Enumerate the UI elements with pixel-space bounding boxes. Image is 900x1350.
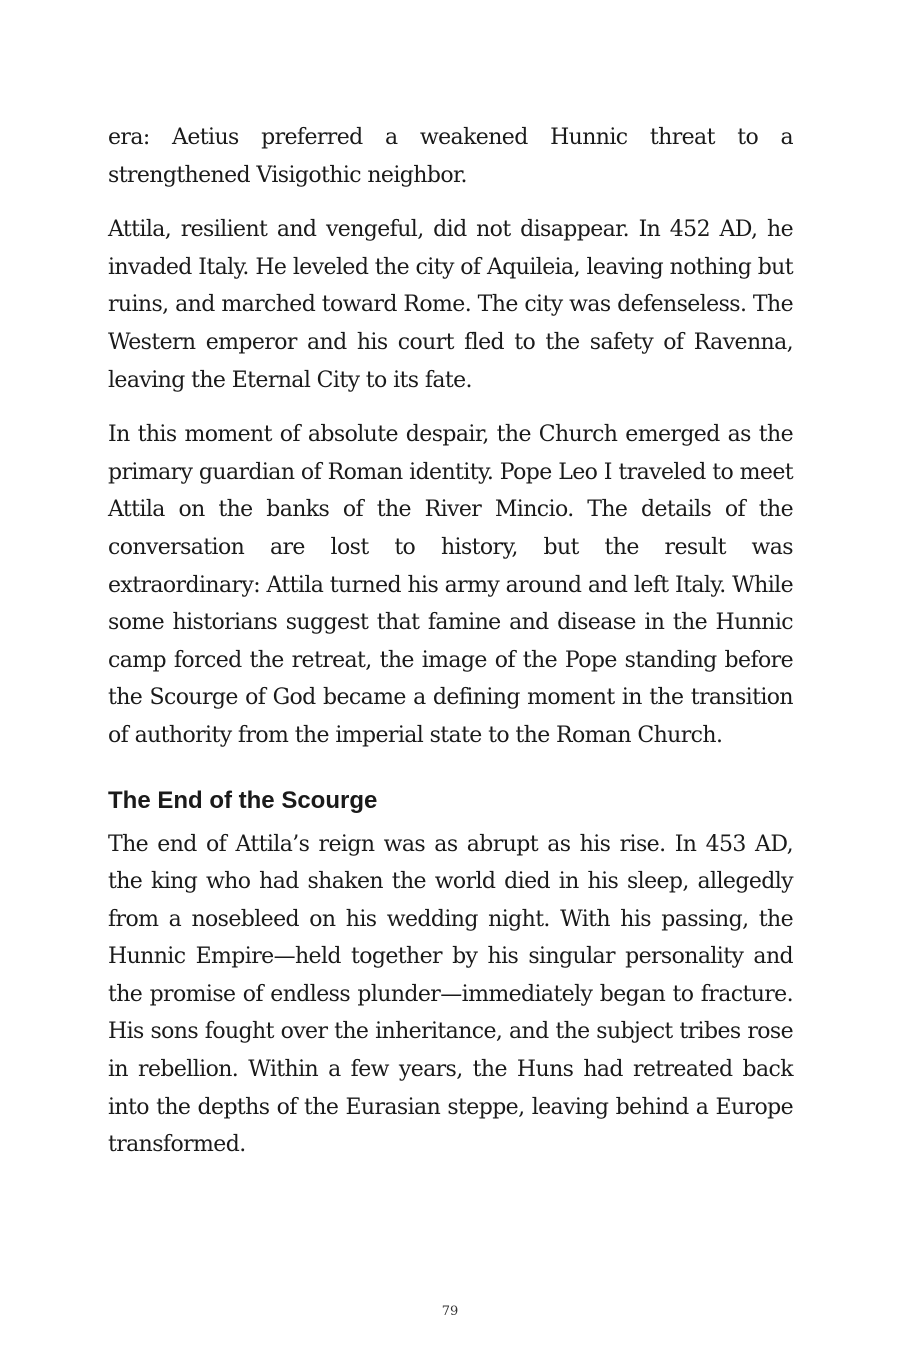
paragraph: The end of Attila’s reign was as abrupt as his rise. In 453 AD, the king who had shaken the world died in his sleep, allegedly from a nosebleed on his wedding night. With his passing, the Hunnic Empire—held together by his singular personality and the promise of endless plunder—immediately began to fracture. His sons fought over the inheritance, and the subject tribes rose in rebellion. Within a few years, the Huns had retreated back into the depths of the Eurasian steppe, leaving behind a Europe transformed. <box>108 831 793 1158</box>
paragraph: In this moment of absolute despair, the Church emerged as the primary guardian of Roman identity. Pope Leo I traveled to meet Attila on the banks of the River Mincio. The details of the conversation are lost to history, but the result was extraordinary: Attila turned his army around and left Italy. While some historians suggest that famine and disease in the Hunnic camp forced the retreat, the image of the Pope standing before the Scourge of God became a defining moment in the transition of authority from the imperial state to the Roman Church. <box>108 422 793 748</box>
page-number: 79 <box>441 1304 459 1319</box>
paragraph: Attila, resilient and vengeful, did not disappear. In 452 AD, he invaded Italy. He leveled the city of Aquileia, leaving nothing but ruins, and marched toward Rome. The city was defenseless. The Western emperor and his court fled to the safety of Ravenna, leaving the Eternal City to its fate. <box>108 217 793 393</box>
page-body <box>108 119 793 1181</box>
paragraph: era: Aetius preferred a weakened Hunnic threat to a strengthened Visigothic neighbor. <box>108 125 793 188</box>
section-heading: The End of the Scourge <box>108 786 378 814</box>
